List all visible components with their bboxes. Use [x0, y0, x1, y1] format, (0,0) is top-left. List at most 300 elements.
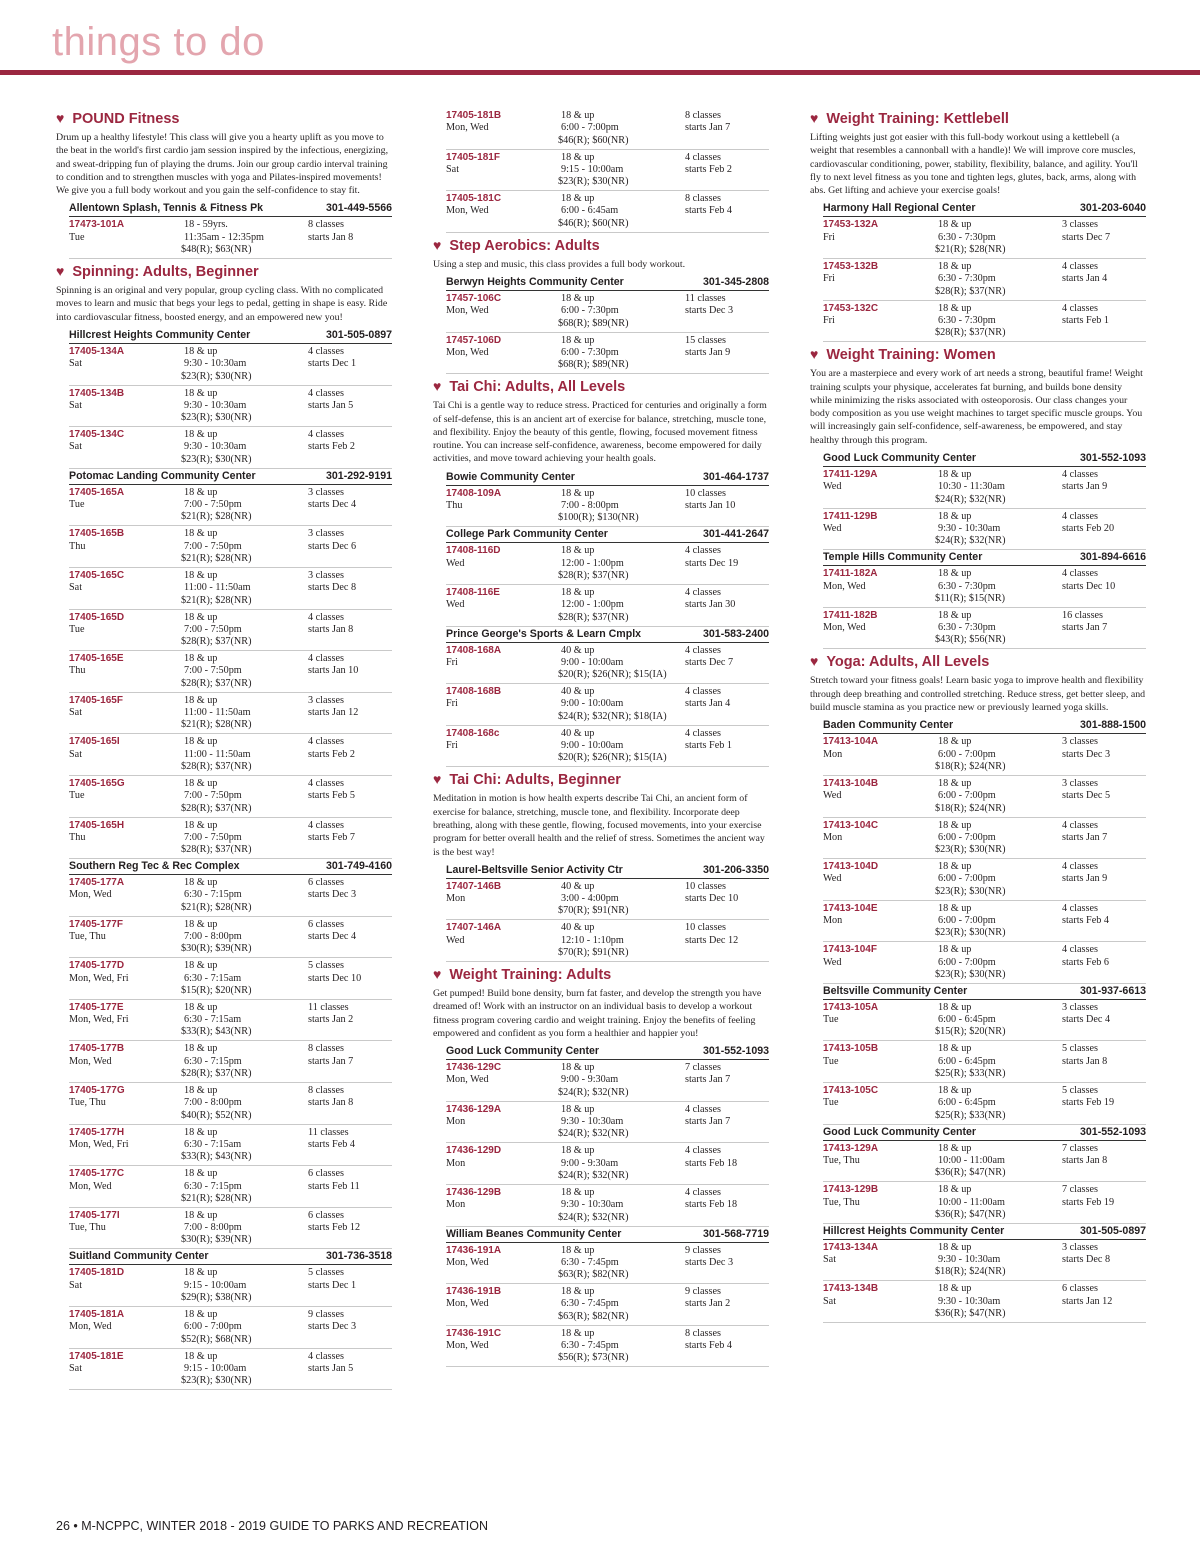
- class-row: [69, 1166, 392, 1208]
- class-start: starts Dec 19: [685, 557, 739, 569]
- class-start: starts Dec 3: [685, 1256, 734, 1268]
- venue-header: [823, 984, 1146, 1000]
- class-code[interactable]: 17411-129A: [823, 469, 878, 481]
- class-time: 9:30 - 10:30am: [938, 1295, 1001, 1307]
- class-code[interactable]: 17411-129B: [823, 510, 878, 522]
- code-cell: [69, 1085, 125, 1110]
- session-cell: [308, 1351, 353, 1376]
- class-days: Sat: [69, 707, 83, 719]
- class-time: 6:00 - 7:00pm: [561, 122, 619, 134]
- class-count: 8 classes: [308, 219, 344, 231]
- time-cell: [558, 193, 629, 230]
- time-cell: [935, 1142, 1006, 1180]
- time-cell: [935, 1001, 1006, 1039]
- class-code[interactable]: 17413-105A: [823, 1001, 879, 1013]
- class-code[interactable]: 17413-134B: [823, 1283, 879, 1295]
- class-code[interactable]: 17405-165I: [69, 736, 120, 748]
- venue-phone: 301-464-1737: [703, 470, 769, 483]
- class-fee: $28(R); $37(NR): [181, 677, 252, 689]
- class-count: 9 classes: [308, 1309, 344, 1321]
- class-fee: $46(R); $60(NR): [558, 134, 629, 146]
- class-start: starts Feb 1: [1062, 314, 1109, 326]
- class-code[interactable]: 17408-116D: [446, 545, 501, 557]
- class-row: [446, 1326, 769, 1368]
- class-code[interactable]: 17405-177B: [69, 1043, 125, 1055]
- class-start: starts Dec 8: [1062, 1254, 1111, 1266]
- class-days: Mon: [823, 914, 843, 926]
- class-fee: $20(R); $26(NR); $15(IA): [558, 669, 667, 681]
- class-code[interactable]: 17405-177D: [69, 960, 125, 972]
- class-code[interactable]: 17405-134C: [69, 429, 125, 441]
- venue-phone: 301-552-1093: [703, 1045, 769, 1058]
- class-code[interactable]: 17453-132B: [823, 261, 879, 273]
- class-days: Sat: [69, 399, 83, 411]
- code-cell: [446, 686, 501, 711]
- column-1: [56, 108, 392, 1393]
- session-cell: [308, 388, 353, 413]
- time-cell: [181, 219, 264, 256]
- venue-name: Temple Hills Community Center: [823, 551, 983, 564]
- session-cell: [308, 612, 353, 637]
- class-time: 6:30 - 7:15pm: [184, 1180, 242, 1192]
- class-row: [446, 291, 769, 333]
- session-cell: [685, 728, 732, 753]
- class-age: 18 & up: [561, 334, 595, 346]
- class-fee: $63(R); $82(NR): [558, 1310, 629, 1322]
- class-days: Tue, Thu: [823, 1154, 860, 1166]
- class-row: [446, 1243, 769, 1285]
- code-cell: [69, 736, 120, 761]
- venue-phone: 301-583-2400: [703, 627, 769, 640]
- class-fee: $40(R); $52(NR): [181, 1109, 252, 1121]
- section-title: [433, 770, 769, 790]
- class-code[interactable]: 17436-191B: [446, 1286, 502, 1298]
- class-age: 18 & up: [561, 487, 595, 499]
- class-code[interactable]: 17405-165C: [69, 569, 125, 581]
- venue-name: Laurel-Beltsville Senior Activity Ctr: [446, 863, 623, 876]
- class-age: 18 & up: [938, 261, 972, 273]
- class-row: [823, 901, 1146, 943]
- class-start: starts Dec 6: [308, 540, 357, 552]
- class-age: 18 & up: [938, 219, 972, 231]
- code-cell: [69, 1309, 124, 1334]
- code-cell: [823, 1242, 878, 1267]
- time-cell: [558, 545, 629, 582]
- class-fee: $21(R); $28(NR): [935, 244, 1006, 256]
- venue-phone: 301-749-4160: [326, 860, 392, 873]
- heart-icon: ♥: [56, 110, 65, 126]
- class-age: 18 & up: [561, 1286, 595, 1298]
- code-cell: [446, 335, 501, 360]
- time-cell: [558, 1103, 629, 1141]
- class-count: 4 classes: [1062, 944, 1098, 956]
- class-code[interactable]: 17405-181D: [69, 1267, 125, 1279]
- class-count: 4 classes: [685, 727, 721, 739]
- heart-icon: ♥: [433, 236, 442, 253]
- class-code[interactable]: 17411-182B: [823, 609, 878, 621]
- class-start: starts Jan 7: [685, 122, 731, 134]
- class-code[interactable]: 17405-165E: [69, 653, 124, 665]
- class-code[interactable]: 17405-165G: [69, 777, 125, 789]
- class-count: 4 classes: [308, 736, 344, 748]
- class-code[interactable]: 17413-134A: [823, 1241, 879, 1253]
- class-code[interactable]: 17405-177G: [69, 1085, 125, 1097]
- code-cell: [446, 587, 500, 612]
- section-description: Lifting weights just got easier with this full-body workout using a kettlebell (a weight that resembles a cannonball with a handle)! We will improve core muscles, cardiovascular conditioning, power, stability, flexibility, balance, and agility. You'll fly to next level fitness as you tone and tighten legs, glutes, back, arms, along with abs. Get lifting and achieve your exercise goals!: [810, 132, 1138, 197]
- class-code[interactable]: 17405-165D: [69, 611, 125, 623]
- class-code[interactable]: 17413-105B: [823, 1043, 879, 1055]
- class-start: starts Jan 10: [685, 500, 736, 512]
- time-cell: [181, 1001, 252, 1039]
- class-start: starts Feb 1: [685, 740, 732, 752]
- class-row: [69, 1083, 392, 1125]
- column-2: [433, 108, 769, 1370]
- class-row: [446, 108, 769, 150]
- class-section: [433, 236, 769, 374]
- class-time: 12:00 - 1:00pm: [561, 557, 624, 569]
- time-cell: [181, 819, 252, 857]
- class-code[interactable]: 17436-129C: [446, 1062, 502, 1074]
- session-cell: [308, 736, 355, 761]
- class-age: 40 & up: [561, 644, 595, 656]
- class-code[interactable]: 17408-168A: [446, 644, 502, 656]
- class-age: 18 & up: [561, 1103, 595, 1115]
- code-cell: [69, 1351, 124, 1376]
- class-start: starts Dec 4: [308, 499, 357, 511]
- class-days: Mon, Wed: [446, 205, 489, 217]
- code-cell: [446, 193, 501, 218]
- class-row: [823, 1281, 1146, 1323]
- class-age: 18 & up: [184, 486, 218, 498]
- class-count: 8 classes: [308, 1043, 344, 1055]
- class-count: 4 classes: [308, 429, 344, 441]
- class-start: starts Jan 7: [1062, 622, 1108, 634]
- session-cell: [308, 1168, 360, 1193]
- class-time: 11:35am - 12:35pm: [184, 231, 264, 243]
- class-age: 18 & up: [184, 345, 218, 357]
- class-row: [69, 693, 392, 735]
- code-cell: [446, 152, 500, 177]
- class-time: 6:30 - 7:45pm: [561, 1256, 619, 1268]
- class-count: 10 classes: [685, 880, 727, 892]
- class-fee: $70(R); $91(NR): [558, 905, 629, 917]
- class-age: 18 & up: [561, 110, 595, 121]
- section-title: [56, 109, 392, 129]
- venue-header: [69, 859, 392, 875]
- class-count: 4 classes: [1062, 819, 1098, 831]
- class-fee: $23(R); $30(NR): [935, 968, 1006, 980]
- code-cell: [446, 728, 499, 753]
- class-age: 18 & up: [184, 611, 218, 623]
- class-code[interactable]: 17413-129A: [823, 1142, 879, 1154]
- time-cell: [935, 1283, 1006, 1320]
- class-time: 9:15 - 10:00am: [184, 1362, 247, 1374]
- venue-phone: 301-449-5566: [326, 202, 392, 215]
- class-days: Mon, Wed: [446, 1074, 489, 1086]
- code-cell: [823, 511, 878, 536]
- class-days: Mon, Wed, Fri: [69, 1014, 129, 1026]
- class-code[interactable]: 17405-177C: [69, 1168, 125, 1180]
- time-cell: [558, 1145, 629, 1182]
- class-code[interactable]: 17405-165A: [69, 486, 125, 498]
- class-count: 16 classes: [1062, 609, 1104, 621]
- class-code[interactable]: 17407-146B: [446, 880, 502, 892]
- class-code[interactable]: 17408-109A: [446, 487, 502, 499]
- time-cell: [935, 510, 1006, 548]
- class-code[interactable]: 17436-191A: [446, 1244, 502, 1256]
- page-footer: 26 • M-NCPPC, WINTER 2018 - 2019 GUIDE TO PARKS AND RECREATION: [56, 1519, 489, 1533]
- class-age: 18 & up: [184, 653, 218, 665]
- class-age: 40 & up: [561, 880, 595, 892]
- code-cell: [823, 261, 878, 286]
- code-cell: [446, 1245, 501, 1270]
- class-fee: $68(R); $89(NR): [558, 359, 629, 371]
- class-row: [69, 917, 392, 959]
- class-fee: $28(R); $37(NR): [181, 844, 252, 856]
- session-cell: [1062, 1143, 1107, 1168]
- class-code[interactable]: 17436-191C: [446, 1327, 502, 1339]
- class-code[interactable]: 17413-105C: [823, 1085, 879, 1097]
- section-title: [433, 236, 769, 256]
- class-fee: $23(R); $30(NR): [935, 927, 1006, 939]
- class-fee: $30(R); $39(NR): [181, 1234, 252, 1246]
- class-code[interactable]: 17405-181F: [446, 151, 500, 163]
- class-days: Wed: [823, 481, 842, 493]
- class-code[interactable]: 17405-177F: [69, 918, 123, 930]
- class-count: 5 classes: [1062, 1085, 1098, 1097]
- class-code[interactable]: 17413-104E: [823, 902, 878, 914]
- class-count: 3 classes: [1062, 219, 1098, 231]
- class-age: 18 & up: [938, 302, 972, 314]
- class-start: starts Jan 7: [685, 1116, 731, 1128]
- class-code[interactable]: 17436-129A: [446, 1103, 502, 1115]
- class-days: Thu: [446, 500, 463, 512]
- code-cell: [446, 922, 501, 947]
- class-time: 9:30 - 10:30am: [938, 1254, 1001, 1266]
- class-start: starts Jan 8: [1062, 1154, 1108, 1166]
- class-age: 18 & up: [184, 1126, 218, 1138]
- class-start: starts Feb 2: [685, 163, 732, 175]
- class-fee: $25(R); $33(NR): [935, 1068, 1006, 1080]
- class-code[interactable]: 17436-129D: [446, 1145, 502, 1157]
- code-cell: [446, 110, 501, 135]
- class-code[interactable]: 17413-104C: [823, 819, 879, 831]
- session-cell: [1062, 261, 1107, 286]
- class-time: 10:00 - 11:00am: [938, 1154, 1005, 1166]
- class-code[interactable]: 17405-134A: [69, 345, 125, 357]
- venue-name: Berwyn Heights Community Center: [446, 276, 624, 289]
- code-cell: [823, 1085, 878, 1110]
- header-rule: [0, 70, 1200, 75]
- class-code[interactable]: 17453-132C: [823, 302, 879, 314]
- class-row: [446, 150, 769, 192]
- class-start: starts Jan 8: [308, 1097, 354, 1109]
- class-code[interactable]: 17405-181B: [446, 110, 502, 121]
- class-row: [69, 568, 392, 610]
- class-row: [69, 610, 392, 652]
- class-count: 6 classes: [308, 918, 344, 930]
- venue-header: [69, 201, 392, 217]
- class-code[interactable]: 17405-181A: [69, 1309, 125, 1321]
- class-fee: $52(R); $68(NR): [181, 1333, 252, 1345]
- session-cell: [685, 193, 732, 218]
- time-cell: [558, 586, 629, 624]
- class-code[interactable]: 17457-106C: [446, 293, 502, 305]
- class-code[interactable]: 17408-168B: [446, 686, 502, 698]
- code-cell: [69, 346, 124, 371]
- code-cell: [823, 1043, 878, 1068]
- time-cell: [935, 219, 1006, 256]
- class-fee: $11(R); $15(NR): [935, 592, 1006, 604]
- class-start: starts Feb 5: [308, 790, 355, 802]
- class-time: 9:00 - 10:00am: [561, 656, 624, 668]
- session-cell: [308, 820, 355, 845]
- class-code[interactable]: 17405-165H: [69, 819, 125, 831]
- class-code[interactable]: 17413-104A: [823, 736, 879, 748]
- code-cell: [446, 488, 501, 513]
- class-code[interactable]: 17405-177I: [69, 1209, 120, 1221]
- class-time: 6:30 - 7:15am: [184, 1014, 242, 1026]
- class-row: [823, 1240, 1146, 1282]
- class-fee: $21(R); $28(NR): [181, 901, 252, 913]
- code-cell: [69, 1267, 124, 1292]
- venue-phone: 301-937-6613: [1080, 984, 1146, 997]
- time-cell: [935, 1043, 1006, 1080]
- class-count: 10 classes: [685, 487, 727, 499]
- class-code[interactable]: 17405-181E: [69, 1350, 124, 1362]
- class-code[interactable]: 17457-106D: [446, 334, 502, 346]
- class-code[interactable]: 17413-104B: [823, 777, 879, 789]
- class-start: starts Feb 11: [308, 1180, 360, 1192]
- class-row: [69, 875, 392, 917]
- class-row: [69, 958, 392, 1000]
- class-age: 18 & up: [938, 902, 972, 914]
- venue-phone: 301-345-2808: [703, 276, 769, 289]
- class-start: starts Feb 4: [1062, 914, 1109, 926]
- class-fee: $18(R); $24(NR): [935, 1266, 1006, 1278]
- venue-name: Baden Community Center: [823, 719, 954, 732]
- class-days: Mon, Wed: [823, 580, 866, 592]
- class-start: starts Dec 3: [1062, 748, 1111, 760]
- class-row: [823, 734, 1146, 776]
- heart-icon: ♥: [810, 346, 819, 363]
- class-code[interactable]: 17436-129B: [446, 1186, 502, 1198]
- class-age: 18 & up: [184, 1168, 218, 1180]
- class-code[interactable]: 17405-177A: [69, 877, 125, 889]
- time-cell: [181, 611, 252, 649]
- section-title: [433, 377, 769, 397]
- class-count: 4 classes: [308, 777, 344, 789]
- class-days: Wed: [446, 599, 465, 611]
- code-cell: [69, 570, 124, 595]
- venue-header: [446, 470, 769, 486]
- class-code[interactable]: 17405-181C: [446, 193, 502, 205]
- class-section: [810, 652, 1146, 1323]
- class-time: 7:00 - 8:00pm: [561, 500, 619, 512]
- class-code[interactable]: 17411-182A: [823, 568, 878, 580]
- class-code[interactable]: 17405-177H: [69, 1126, 125, 1138]
- class-row: [69, 386, 392, 428]
- class-fee: $70(R); $91(NR): [558, 946, 629, 958]
- time-cell: [181, 387, 252, 425]
- class-code[interactable]: 17405-165B: [69, 528, 125, 540]
- class-age: 40 & up: [561, 727, 595, 739]
- class-age: 18 & up: [184, 1309, 218, 1321]
- class-count: 4 classes: [1062, 469, 1098, 481]
- class-code[interactable]: 17408-116E: [446, 586, 500, 598]
- code-cell: [446, 1286, 501, 1311]
- venue-header: [69, 1249, 392, 1265]
- session-cell: [685, 686, 730, 711]
- class-code[interactable]: 17405-177E: [69, 1001, 124, 1013]
- class-code[interactable]: 17405-165F: [69, 694, 123, 706]
- time-cell: [935, 861, 1006, 898]
- class-count: 4 classes: [308, 653, 344, 665]
- class-days: Wed: [823, 522, 842, 534]
- section-title-text: Weight Training: Adults: [449, 966, 612, 983]
- time-cell: [181, 1168, 252, 1205]
- class-row: [446, 543, 769, 585]
- class-days: Tue, Thu: [823, 1196, 860, 1208]
- class-code[interactable]: 17413-104D: [823, 861, 879, 873]
- class-days: Tue: [69, 231, 85, 243]
- code-cell: [69, 219, 124, 244]
- session-cell: [685, 587, 735, 612]
- class-code[interactable]: 17413-129B: [823, 1184, 879, 1196]
- class-time: 7:00 - 8:00pm: [184, 930, 242, 942]
- session-cell: [1062, 610, 1107, 635]
- time-cell: [181, 1085, 252, 1122]
- class-code[interactable]: 17413-104F: [823, 944, 877, 956]
- class-row: [823, 259, 1146, 301]
- class-age: 18 & up: [184, 528, 218, 540]
- class-age: 18 & up: [561, 293, 595, 305]
- session-cell: [1062, 820, 1107, 845]
- class-code[interactable]: 17405-134B: [69, 387, 125, 399]
- time-cell: [181, 345, 252, 383]
- class-count: 4 classes: [685, 586, 721, 598]
- class-count: 11 classes: [308, 1001, 349, 1013]
- code-cell: [69, 820, 124, 845]
- class-start: starts Jan 12: [308, 707, 359, 719]
- class-time: 6:30 - 7:30pm: [938, 314, 996, 326]
- code-cell: [69, 528, 124, 553]
- class-start: starts Jan 8: [308, 231, 354, 243]
- class-age: 18 & up: [938, 777, 972, 789]
- class-days: Thu: [69, 665, 86, 677]
- class-age: 18 & up: [938, 1043, 972, 1055]
- class-start: starts Dec 10: [1062, 580, 1116, 592]
- class-code[interactable]: 17408-168c: [446, 727, 500, 739]
- class-code[interactable]: 17473-101A: [69, 219, 125, 231]
- class-code[interactable]: 17407-146A: [446, 922, 502, 934]
- session-cell: [685, 922, 738, 947]
- session-cell: [308, 570, 356, 595]
- time-cell: [558, 1327, 629, 1365]
- class-fee: $28(R); $37(NR): [558, 611, 629, 623]
- class-code[interactable]: 17453-132A: [823, 219, 879, 231]
- class-age: 18 & up: [184, 1209, 218, 1221]
- class-days: Fri: [823, 273, 835, 285]
- class-days: Mon: [823, 748, 843, 760]
- code-cell: [823, 303, 878, 328]
- code-cell: [69, 877, 124, 902]
- class-days: Mon, Wed: [69, 1321, 112, 1333]
- session-cell: [308, 487, 356, 512]
- class-age: 18 & up: [561, 1327, 595, 1339]
- code-cell: [69, 695, 123, 720]
- class-row: [69, 427, 392, 469]
